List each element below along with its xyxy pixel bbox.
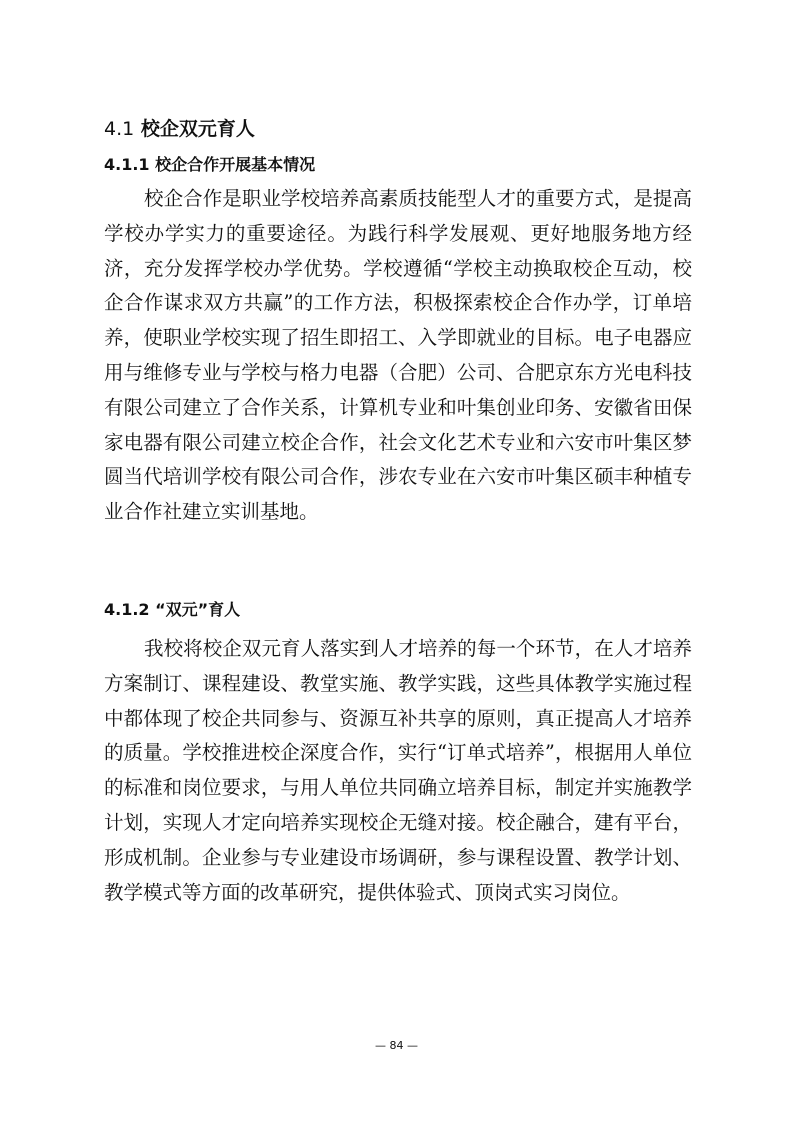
section-title: 校企双元育人 <box>140 118 255 140</box>
subsection-heading-4-1-1: 4.1.1 校企合作开展基本情况 <box>104 155 316 174</box>
paragraph-school-enterprise-cooperation: 校企合作是职业学校培养高素质技能型人才的重要方式，是提高学校办学实力的重要途径。为践行科学发展观、更好地服务地方经济，充分发挥学校办学优势。学校遵循“学校主动换取校企互动，校企合作谋求双方共赢”的工作方法，积极探索校企合作办学，订单培养，使职业学校实现了招生即招工、入学即就业的目标。电子电器应用与维修专业与学校与格力电器（合肥）公司、合肥京东方光电科技有限公司建立了合作关系，计算机专业和叶集创业印务、安徽省田保家电器有限公司建立校企合作，社会文化艺术专业和六安市叶集区梦圆当代培训学校有限公司合作，涉农专业在六安市叶集区硕丰种植专业合作社建立实训基地。 <box>104 187 692 524</box>
section-heading <box>104 116 255 142</box>
paragraph-dual-education: 我校将校企双元育人落实到人才培养的每一个环节，在人才培养方案制订、课程建设、教堂实施、教学实践，这些具体教学实施过程中都体现了校企共同参与、资源互补共享的原则，真正提高人才培养的质量。学校推进校企深度合作，实行“订单式培养”，根据用人单位的标准和岗位要求，与用人单位共同确立培养目标，制定并实施教学计划，实现人才定向培养实现校企无缝对接。校企融合，建有平台，形成机制。企业参与专业建设市场调研，参与课程设置、教学计划、教学模式等方面的改革研究，提供体验式、顶岗式实习岗位。 <box>104 637 692 904</box>
section-number: 4.1 <box>104 118 135 140</box>
page-number: — 84 — <box>375 1039 418 1052</box>
subsection-heading-4-1-2: 4.1.2 “双元”育人 <box>104 600 241 619</box>
